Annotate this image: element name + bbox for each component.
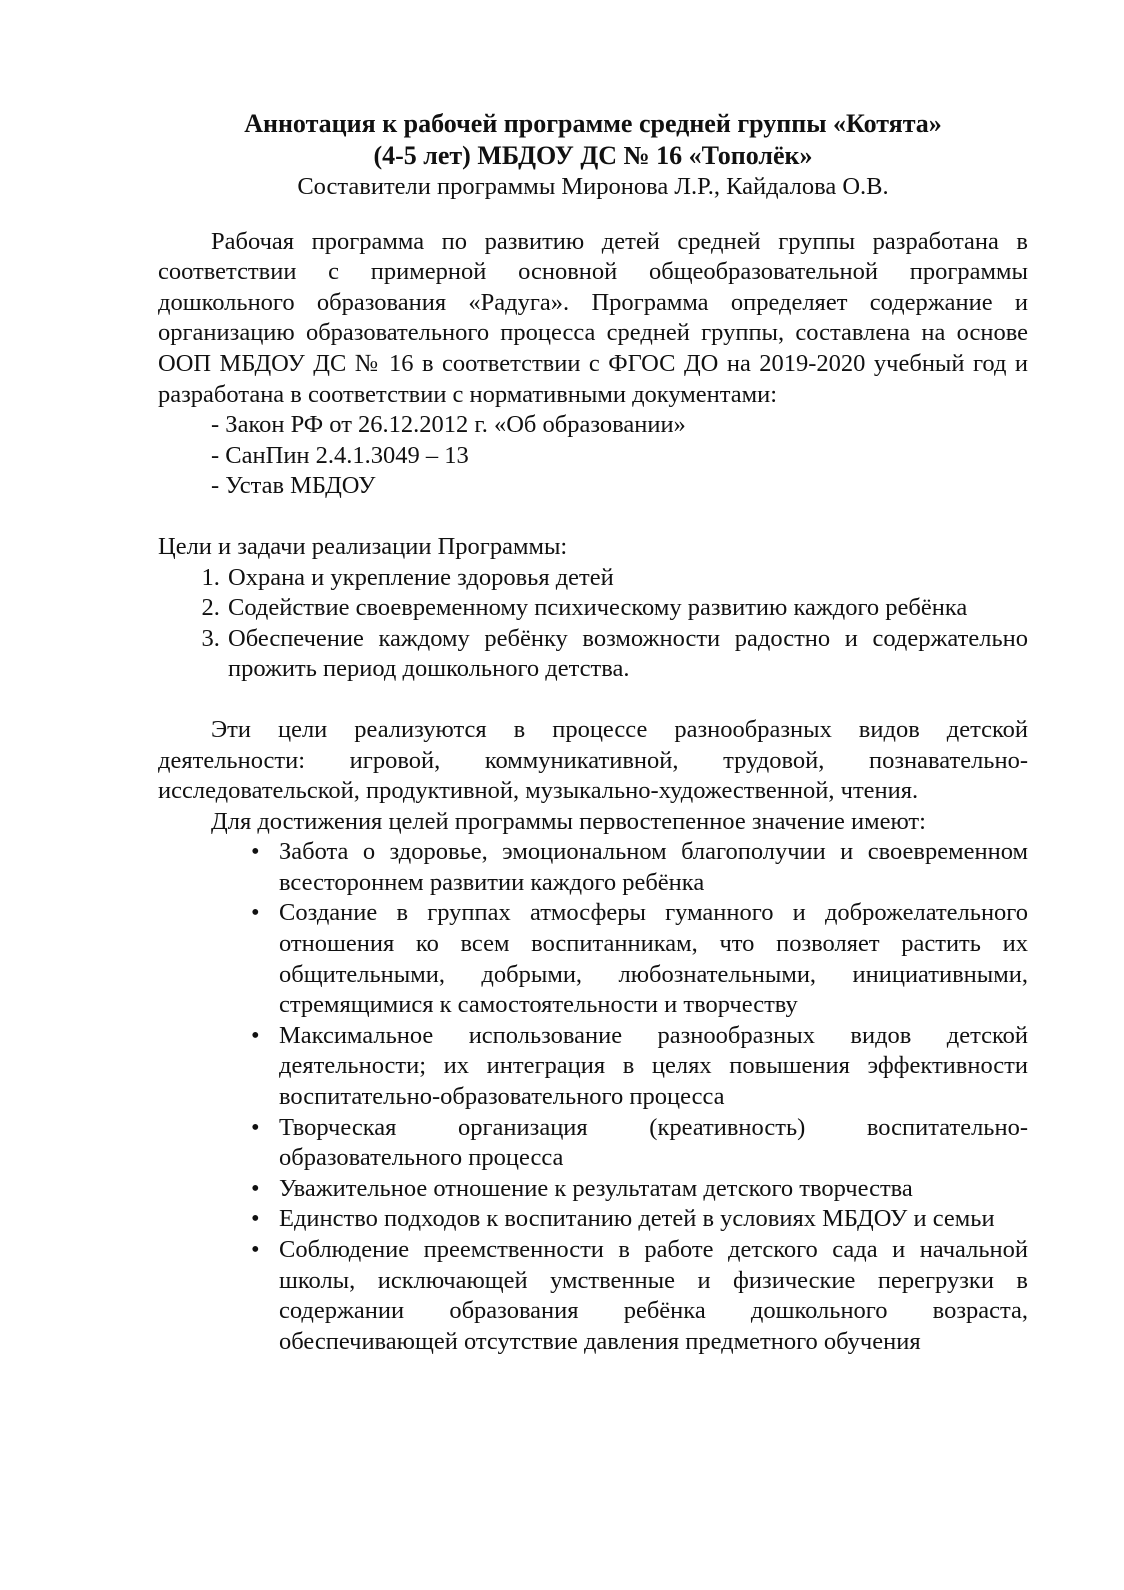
principles-intro: Для достижения целей программы первостепенное значение имеют: — [211, 807, 926, 835]
goal-item: 2. Содействие своевременному психическому развитию каждого ребёнка — [226, 593, 1028, 624]
principle-item: • Максимальное использование разнообразных видов детской деятельности; их интеграция в целях повышения эффективности воспитательно-образовательного процесса — [279, 1021, 1028, 1113]
document-item: - Устав МБДОУ — [211, 471, 1028, 502]
principle-item: • Уважительное отношение к результатам детского творчества — [279, 1174, 1028, 1205]
principles-list — [158, 837, 1028, 1357]
authors-line: Составители программы Миронова Л.Р., Кайдалова О.В. — [297, 173, 889, 200]
title-line-2: (4-5 лет) МБДОУ ДС № 16 «Тополёк» — [373, 141, 813, 170]
intro-paragraph: Рабочая программа по развитию детей средней группы разработана в соответствии с примерной основной общеобразовательной программы дошкольного образования «Радуга». Программа определяет содержание и организацию образовательного процесса средней группы, составлена на основе ООП МБДОУ ДС № 16 в соответствии с ФГОС ДО на 2019-2020 учебный год и разработана в соответствии с нормативными документами: — [158, 227, 1028, 408]
title-line-1: Аннотация к рабочей программе средней группы «Котята» — [244, 109, 942, 138]
document-item: - СанПин 2.4.1.3049 – 13 — [211, 441, 1028, 472]
principle-item: • Забота о здоровье, эмоциональном благополучии и своевременном всестороннем развитии каждого ребёнка — [279, 837, 1028, 898]
principle-item: • Творческая организация (креативность) воспитательно-образовательного процесса — [279, 1113, 1028, 1174]
document-item: - Закон РФ от 26.12.2012 г. «Об образовании» — [211, 410, 1028, 441]
goals-list — [158, 563, 1028, 685]
documents-list — [158, 410, 1028, 502]
principle-item: • Соблюдение преемственности в работе детского сада и начальной школы, исключающей умственные и физические перегрузки в содержании образования ребёнка дошкольного возраста, обеспечивающей отсутствие давления предметного обучения — [279, 1235, 1028, 1357]
document-page — [158, 108, 1028, 1357]
principle-item: • Единство подходов к воспитанию детей в условиях МБДОУ и семьи — [279, 1204, 1028, 1235]
goal-item: 3. Обеспечение каждому ребёнку возможности радостно и содержательно прожить период дошкольного детства. — [226, 624, 1028, 685]
goals-heading: Цели и задачи реализации Программы: — [158, 532, 568, 560]
goal-item: 1. Охрана и укрепление здоровья детей — [226, 563, 1028, 594]
document-title — [158, 108, 1028, 172]
principle-item: • Создание в группах атмосферы гуманного и доброжелательного отношения ко всем воспитанникам, что позволяет растить их общительными, добрыми, любознательными, инициативными, стремящимися к самостоятельности и творчеству — [279, 898, 1028, 1020]
activities-paragraph: Эти цели реализуются в процессе разнообразных видов детской деятельности: игровой, коммуникативной, трудовой, познавательно-исследовательской, продуктивной, музыкально-художественной, чтения. — [158, 715, 1028, 805]
